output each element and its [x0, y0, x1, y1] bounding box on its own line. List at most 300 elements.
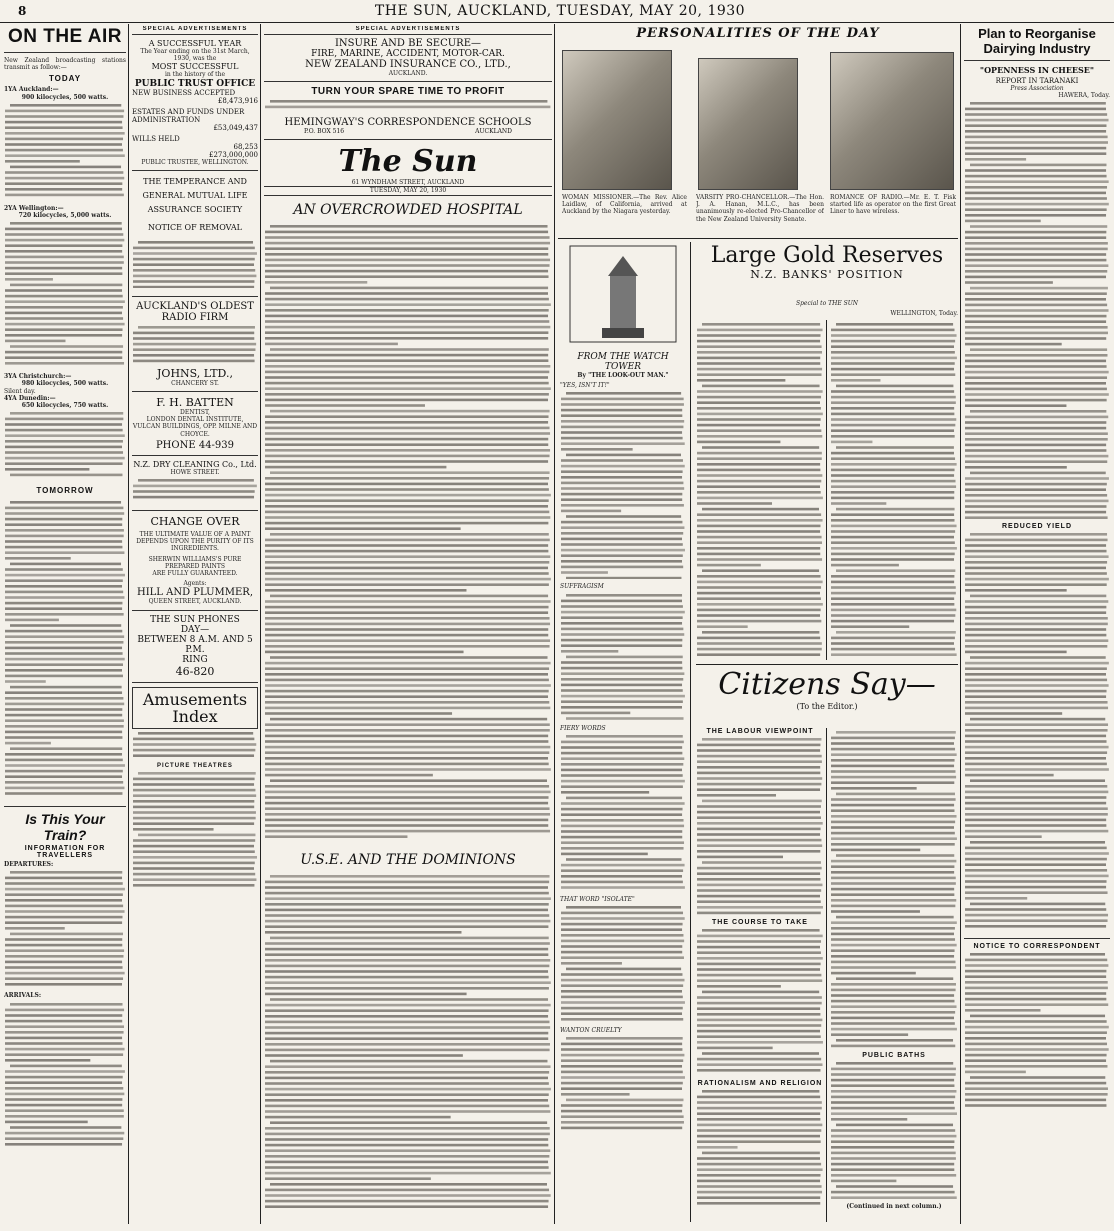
station-4ya: 4YA Dunedin:—: [4, 394, 56, 402]
text-line: [10, 284, 122, 287]
text-line: [265, 891, 549, 894]
text-line: [133, 496, 254, 499]
timetable-text-block: [4, 868, 126, 988]
text-line: [697, 1163, 821, 1166]
text-line: [697, 906, 823, 909]
text-line: [561, 928, 682, 931]
text-line: [965, 310, 1109, 313]
text-line: [831, 1107, 955, 1110]
text-line: [965, 897, 1027, 900]
text-line: [138, 241, 253, 244]
text-line: [965, 645, 1107, 648]
text-line: [265, 415, 549, 418]
text-line: [265, 1082, 549, 1085]
text-line: [561, 560, 682, 563]
text-line: [831, 586, 956, 589]
text-line: [5, 1059, 90, 1062]
page-number: 8: [18, 4, 27, 18]
text-line: [561, 1116, 684, 1119]
watch-tower-section: SUFFRAGISM: [560, 583, 604, 591]
citizens-headline: Citizens Say—: [718, 668, 936, 702]
text-line: [965, 321, 1106, 324]
text-line: [697, 749, 820, 752]
hemingway-box: P.O. BOX 516: [304, 128, 345, 136]
text-line: [133, 274, 256, 277]
text-line: [965, 769, 1109, 772]
text-line: [965, 825, 1106, 828]
letter-text: [696, 926, 824, 1076]
text-line: [697, 603, 823, 606]
text-line: [5, 602, 122, 605]
text-line: [965, 433, 1108, 436]
text-line: [697, 1107, 822, 1110]
text-line: [836, 508, 955, 511]
text-line: [5, 967, 123, 970]
text-line: [965, 494, 1107, 497]
text-line: [561, 1065, 682, 1068]
text-line: [133, 777, 255, 780]
text-line: [697, 1013, 820, 1016]
text-line: [5, 585, 122, 588]
text-line: [697, 625, 748, 628]
text-line: [697, 1096, 820, 1099]
letter-text: [830, 1059, 958, 1199]
text-line: [265, 426, 550, 429]
text-line: [265, 281, 367, 284]
text-line: [836, 569, 955, 572]
text-line: [265, 790, 551, 793]
text-line: [831, 877, 956, 880]
text-line: [965, 315, 1106, 318]
text-line: [697, 620, 821, 623]
text-line: [265, 919, 550, 922]
text-line: [265, 421, 548, 424]
text-line: [965, 1009, 1040, 1012]
text-line: [265, 566, 548, 569]
text-line: [831, 357, 957, 360]
text-line: [561, 504, 684, 507]
text-line: [265, 768, 551, 771]
text-line: [265, 275, 549, 278]
text-line: [561, 488, 684, 491]
text-line: [965, 198, 1107, 201]
text-line: [831, 1174, 956, 1177]
train-subhead: INFORMATION FOR TRAVELLERS: [24, 845, 106, 860]
text-line: [561, 521, 682, 524]
text-line: [836, 1185, 953, 1188]
text-line: [831, 1068, 956, 1071]
text-line: [965, 298, 1106, 301]
text-line: [265, 925, 548, 928]
text-line: [965, 1099, 1106, 1102]
text-line: [697, 642, 822, 645]
text-line: [965, 237, 1106, 240]
text-line: [831, 1163, 954, 1166]
text-line: [5, 647, 122, 650]
text-line: [702, 569, 819, 572]
text-line: [970, 164, 1106, 167]
text-line: [965, 623, 1108, 626]
text-line: [831, 809, 954, 812]
text-line: [697, 856, 783, 859]
text-line: [265, 729, 550, 732]
text-line: [831, 525, 957, 528]
text-line: [965, 450, 1106, 453]
text-line: [265, 370, 549, 373]
text-line: [5, 899, 122, 902]
text-line: [831, 1073, 956, 1076]
text-line: [965, 1065, 1107, 1068]
text-line: [697, 900, 821, 903]
departures-label: DEPARTURES:: [4, 861, 54, 869]
station-4ya-freq: 650 kilocycles, 750 watts.: [21, 402, 109, 410]
text-line: [965, 617, 1108, 620]
text-line: [697, 867, 822, 870]
text-line: [265, 897, 551, 900]
letter-text: [696, 1087, 824, 1207]
text-line: [697, 979, 822, 982]
text-line: [970, 226, 1107, 229]
text-line: [697, 334, 821, 337]
missioner-caption: WOMAN MISSIONER.—The Rev. Alice Laidlaw, of California, arrived at Auckland by the Niagara yesterday.: [562, 194, 687, 216]
text-line: [970, 472, 1106, 475]
text-line: [5, 340, 65, 343]
text-line: [265, 1093, 549, 1096]
text-line: [5, 1019, 122, 1022]
text-line: [270, 717, 547, 720]
text-line: [831, 558, 954, 561]
personalities-header: [558, 26, 958, 50]
text-line: [697, 609, 821, 612]
text-line: [965, 304, 1107, 307]
text-line: [965, 466, 1067, 469]
batten-address: LONDON DENTAL INSTITUTE, VULCAN BUILDINGS, OPP. MILNE AND CHOYCE.: [132, 416, 258, 438]
new-business-label: NEW BUSINESS ACCEPTED: [132, 88, 236, 97]
text-line: [265, 964, 549, 967]
text-line: [965, 338, 1106, 341]
text-line: [265, 1009, 549, 1012]
text-line: [965, 478, 1109, 481]
text-line: [831, 826, 954, 829]
text-line: [5, 1131, 124, 1134]
text-line: [965, 1037, 1106, 1040]
text-line: [265, 751, 549, 754]
estates-label: ESTATES AND FUNDS UNDER ADMINISTRATION: [132, 107, 245, 124]
text-line: [965, 993, 1106, 996]
text-line: [561, 711, 630, 714]
text-line: [10, 871, 122, 874]
text-line: [5, 149, 123, 152]
text-line: [697, 1030, 820, 1033]
text-line: [265, 673, 548, 676]
text-line: [5, 512, 124, 515]
text-line: [265, 449, 550, 452]
text-line: [265, 432, 550, 435]
text-line: [831, 648, 955, 651]
text-line: [965, 511, 1106, 514]
text-line: [831, 748, 955, 751]
text-line: [5, 329, 123, 332]
text-line: [831, 609, 956, 612]
text-line: [965, 214, 1106, 217]
text-line: [965, 830, 1108, 833]
text-line: [265, 393, 549, 396]
text-line: [965, 1082, 1106, 1085]
text-line: [831, 888, 954, 891]
text-line: [561, 499, 682, 502]
text-line: [561, 566, 683, 569]
text-line: [697, 889, 821, 892]
text-line: [697, 1135, 820, 1138]
text-line: [265, 829, 550, 832]
text-line: [5, 267, 122, 270]
text-line: [561, 990, 682, 993]
text-line: [697, 586, 821, 589]
text-line: [702, 1090, 819, 1093]
text-line: [697, 1185, 822, 1188]
text-line: [265, 908, 548, 911]
text-line: [965, 640, 1108, 643]
text-line: [965, 847, 1107, 850]
text-line: [965, 371, 1109, 374]
notice-text: [964, 950, 1110, 1110]
program-text-block: [4, 101, 126, 201]
text-line: [965, 869, 1107, 872]
text-line: [831, 1180, 896, 1183]
text-line: [270, 471, 550, 474]
text-line: [10, 1003, 123, 1006]
text-line: [5, 143, 122, 146]
text-line: [265, 1138, 548, 1141]
text-line: [697, 485, 820, 488]
text-line: [138, 772, 256, 775]
text-line: [265, 734, 548, 737]
text-line: [265, 342, 398, 345]
text-line: [561, 689, 683, 692]
text-line: [965, 589, 1067, 592]
gold-headline: Large Gold Reserves: [710, 244, 944, 268]
text-line: [970, 953, 1105, 956]
text-line: [697, 1058, 821, 1061]
text-line: [265, 931, 461, 934]
text-line: [561, 555, 683, 558]
text-line: [265, 381, 549, 384]
letter-heading: THE LABOUR VIEWPOINT: [706, 728, 814, 735]
text-line: [702, 323, 820, 326]
text-line: [265, 835, 407, 838]
text-line: [965, 1060, 1106, 1063]
letter-heading: RATIONALISM AND RELIGION: [697, 1080, 823, 1087]
text-line: [965, 864, 1106, 867]
text-line: [965, 366, 1107, 369]
text-line: [836, 1124, 953, 1127]
text-line: [561, 979, 684, 982]
text-line: [265, 1048, 550, 1051]
text-line: [561, 706, 682, 709]
text-line: [697, 760, 822, 763]
text-line: [965, 1021, 1107, 1024]
text-line: [265, 701, 549, 704]
text-line: [561, 1054, 684, 1057]
text-line: [265, 303, 551, 306]
text-line: [265, 1043, 550, 1046]
text-line: [965, 819, 1106, 822]
text-line: [702, 991, 819, 994]
text-line: [831, 620, 954, 623]
text-line: [831, 530, 955, 533]
text-line: [5, 435, 125, 438]
text-line: [561, 1088, 682, 1091]
text-line: [561, 666, 682, 669]
text-line: [561, 847, 684, 850]
text-line: [133, 337, 254, 340]
text-line: [133, 246, 255, 249]
text-line: [10, 1064, 122, 1067]
text-line: [5, 228, 122, 231]
text-line: [965, 1049, 1109, 1052]
text-line: [561, 819, 684, 822]
text-line: [5, 939, 122, 942]
text-line: [831, 379, 880, 382]
text-line: [561, 1110, 682, 1113]
text-line: [265, 572, 549, 575]
text-line: [702, 1052, 819, 1055]
text-line: [265, 740, 548, 743]
text-line: [265, 947, 548, 950]
text-line: [965, 483, 1107, 486]
text-line: [831, 547, 957, 550]
text-line: [697, 1196, 820, 1199]
text-line: [5, 883, 123, 886]
text-line: [265, 818, 548, 821]
text-line: [5, 894, 123, 897]
text-line: [566, 717, 684, 720]
text-line: [697, 614, 820, 617]
text-line: [265, 269, 548, 272]
text-line: [133, 867, 254, 870]
text-line: [965, 634, 1106, 637]
sun-logo: The Sun: [338, 144, 478, 180]
text-line: [697, 525, 821, 528]
citizens-header: [696, 668, 958, 726]
public-trust-line2: MOST SUCCESSFUL: [151, 62, 239, 72]
text-line: [265, 1054, 463, 1057]
text-line: [561, 912, 683, 915]
hemingway-headline: TURN YOUR SPARE TIME TO PROFIT: [311, 86, 505, 98]
text-line: [965, 601, 1108, 604]
text-line: [831, 513, 954, 516]
text-line: [265, 667, 549, 670]
text-line: [265, 460, 548, 463]
text-line: [965, 696, 1106, 699]
letter-heading: THE COURSE TO TAKE: [712, 919, 808, 926]
text-line: [265, 1099, 548, 1102]
text-line: [697, 541, 822, 544]
text-line: [965, 517, 1108, 520]
text-line: [133, 743, 256, 746]
watch-tower-text: [560, 389, 686, 579]
text-line: [265, 661, 551, 664]
text-line: [10, 686, 122, 689]
text-line: [5, 664, 123, 667]
text-line: [561, 996, 683, 999]
text-line: [697, 1191, 822, 1194]
editorial-body-text: [264, 222, 552, 842]
text-line: [970, 841, 1105, 844]
text-line: [561, 824, 684, 827]
text-line: [265, 1037, 548, 1040]
text-line: [270, 533, 549, 536]
text-line: [697, 996, 822, 999]
text-line: [697, 968, 820, 971]
text-line: [697, 648, 822, 651]
amusements-title: Amusements Index: [132, 687, 258, 729]
text-line: [836, 446, 954, 449]
text-line: [697, 407, 821, 410]
text-line: [697, 828, 821, 831]
text-line: [965, 270, 1107, 273]
text-line: [965, 556, 1109, 559]
text-line: [831, 781, 954, 784]
text-line: [970, 102, 1106, 105]
text-line: [965, 651, 1067, 654]
text-line: [5, 351, 122, 354]
text-line: [831, 893, 954, 896]
text-line: [561, 841, 684, 844]
text-line: [5, 714, 122, 717]
text-line: [265, 1110, 550, 1113]
text-line: [831, 860, 956, 863]
gold-subhead: N.Z. BANKS' POSITION: [750, 268, 904, 281]
text-line: [697, 951, 821, 954]
text-line: [970, 1077, 1105, 1080]
text-line: [697, 788, 820, 791]
text-line: [265, 230, 548, 233]
text-line: [831, 1022, 955, 1025]
text-line: [10, 345, 123, 348]
text-line: [5, 742, 51, 745]
text-line: [836, 385, 953, 388]
text-line: [965, 343, 1062, 346]
text-line: [566, 516, 681, 519]
text-line: [965, 1088, 1108, 1091]
text-line: [697, 592, 820, 595]
text-line: [831, 1000, 954, 1003]
text-line: [970, 410, 1106, 413]
text-line: [561, 426, 683, 429]
text-line: [965, 108, 1106, 111]
text-line: [831, 390, 954, 393]
text-line: [566, 577, 681, 579]
text-line: [561, 875, 682, 878]
text-line: [831, 497, 954, 500]
text-line: [965, 405, 1066, 408]
text-line: [831, 597, 954, 600]
text-line: [265, 975, 549, 978]
text-line: [561, 852, 648, 855]
silent-day: Silent day.: [4, 387, 36, 395]
text-line: [265, 633, 548, 636]
text-line: [138, 833, 255, 836]
text-line: [697, 1157, 820, 1160]
text-line: [697, 957, 823, 960]
text-line: [5, 557, 71, 560]
text-line: [5, 1087, 123, 1090]
text-line: [5, 580, 123, 583]
text-line: [831, 401, 956, 404]
text-line: [133, 783, 254, 786]
sun-phones-hours: BETWEEN 8 A.M. AND 5 P.M.: [137, 634, 253, 655]
